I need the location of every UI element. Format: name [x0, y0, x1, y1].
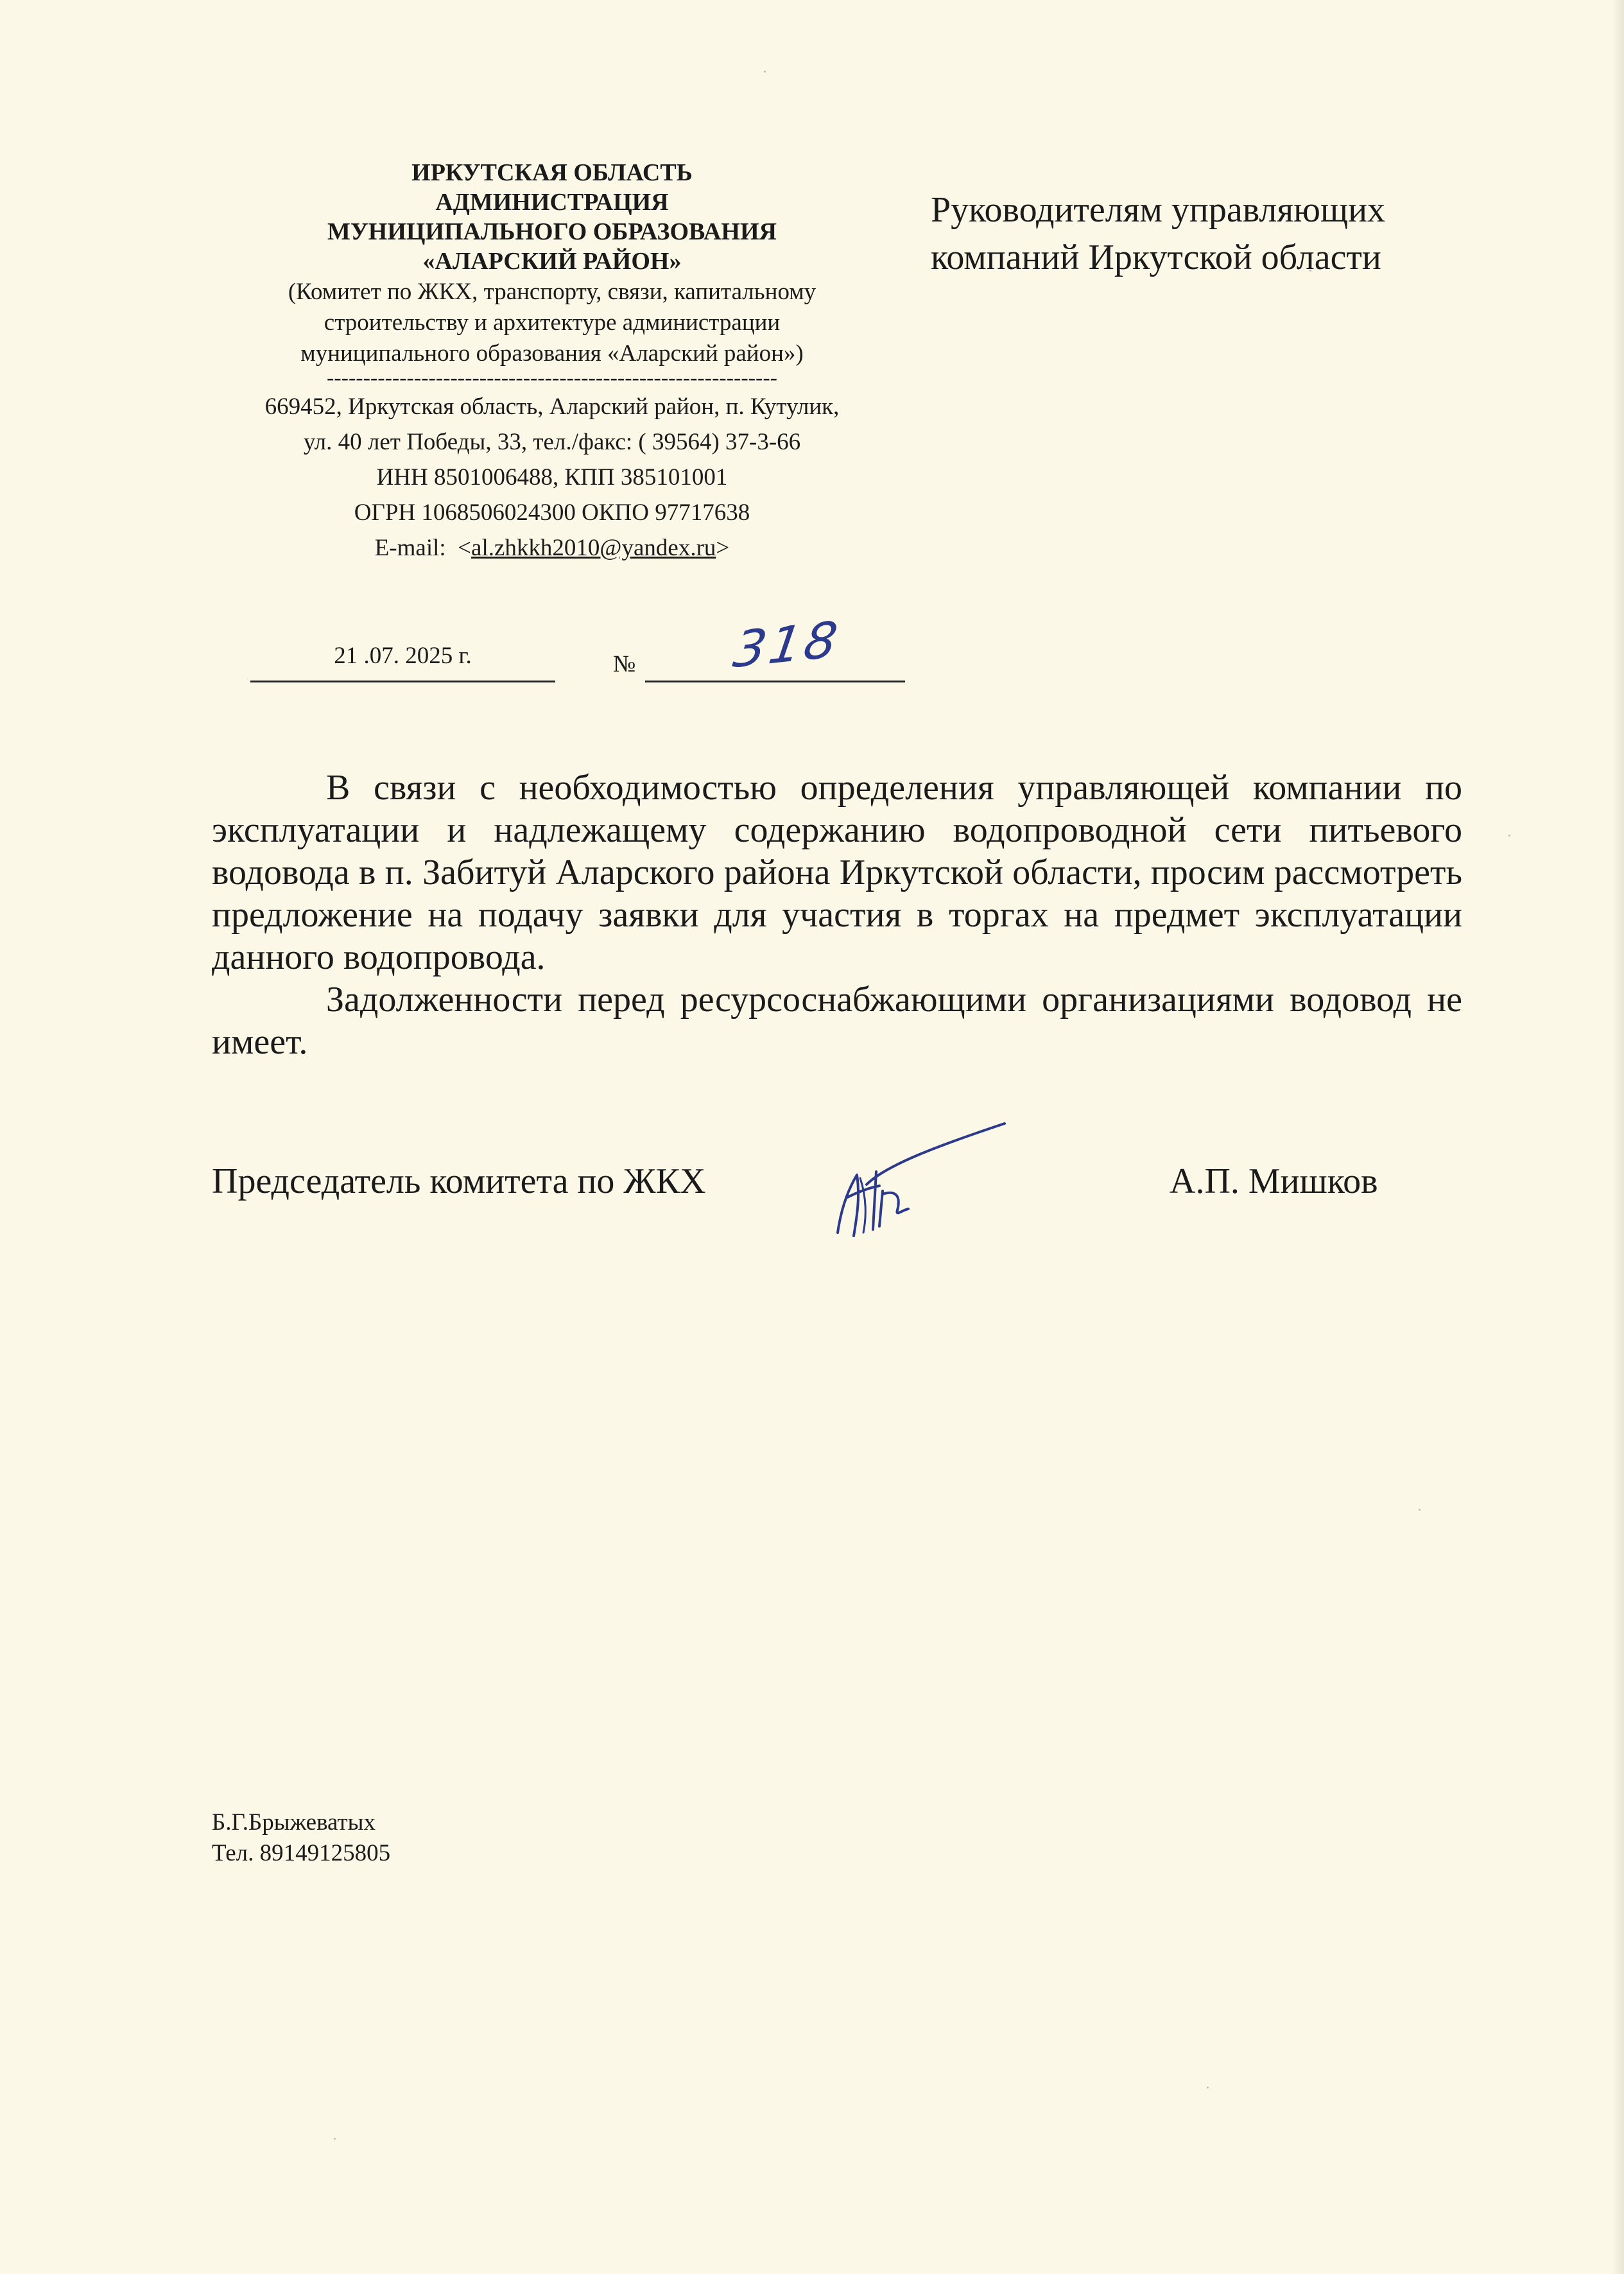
region-heading: ИРКУТСКАЯ ОБЛАСТЬ: [411, 159, 693, 186]
scan-speck: [1419, 1509, 1421, 1511]
municipal-heading: МУНИЦИПАЛЬНОГО ОБРАЗОВАНИЯ: [327, 218, 777, 245]
district-heading: «АЛАРСКИЙ РАЙОН»: [422, 248, 682, 275]
handwritten-signature: [822, 1114, 1014, 1242]
email-label: E-mail:: [374, 535, 446, 561]
handwritten-number: 318: [729, 611, 844, 680]
letter-date: 21 .07. 2025 г.: [334, 643, 472, 669]
scan-speck: [764, 71, 766, 73]
administration-heading: АДМИНИСТРАЦИЯ: [435, 189, 669, 216]
committee-line: (Комитет по ЖКХ, транспорту, связи, капитальному: [288, 279, 816, 305]
letter-body: [212, 767, 1462, 1063]
signatory-name: А.П. Мишков: [1170, 1161, 1378, 1201]
body-paragraph: Задолженности перед ресурсоснабжающими организациями водовод не имеет.: [212, 980, 1462, 1062]
number-sign: №: [613, 651, 636, 677]
inn-kpp-line: ИНН 8501006488, КПП 385101001: [376, 464, 728, 490]
scan-edge-shadow: [1612, 0, 1624, 2274]
email-line: [167, 530, 937, 566]
committee-line: муниципального образования «Аларский район»): [300, 340, 804, 367]
scan-speck: [1207, 2087, 1209, 2088]
date-field: [250, 636, 555, 682]
number-field: [645, 611, 905, 682]
email-link[interactable]: al.zhkkh2010@yandex.ru: [471, 535, 716, 561]
ogrn-okpo-line: ОГРН 1068506024300 ОКПО 97717638: [354, 499, 750, 526]
addressee-line: Руководителям управляющих: [931, 190, 1386, 230]
executor-name: Б.Г.Брыжеватых: [212, 1809, 376, 1836]
scan-speck: [1508, 835, 1510, 837]
email-bracket-close: >: [716, 535, 730, 561]
letterhead: [167, 158, 937, 566]
committee-line: строительству и архитектуре администрации: [324, 309, 781, 336]
email-bracket-open: <: [458, 535, 472, 561]
signatory-title: Председатель комитета по ЖКХ: [212, 1161, 706, 1201]
executor-phone: Тел. 89149125805: [212, 1840, 391, 1866]
address-line: 669452, Иркутская область, Аларский район, п. Кутулик,: [264, 394, 840, 420]
body-paragraph: В связи с необходимостью определения управляющей компании по эксплуатации и надлежащему содержанию водопроводной сети питьевого водовода в п. Забитуй Аларского района Иркутской области, просим рассмотреть предложение на подачу заявки для участия в торгах на предмет эксплуатации данного водопровода.: [212, 768, 1462, 977]
address-line: ул. 40 лет Победы, 33, тел./факс: ( 39564) 37-3-66: [303, 429, 801, 455]
executor-block: [212, 1807, 390, 1869]
addressee-line: компаний Иркутской области: [931, 238, 1381, 277]
letterhead-separator: --------------------------------------------------------------: [327, 369, 777, 388]
scan-speck: [334, 2138, 336, 2140]
addressee: [931, 186, 1496, 281]
